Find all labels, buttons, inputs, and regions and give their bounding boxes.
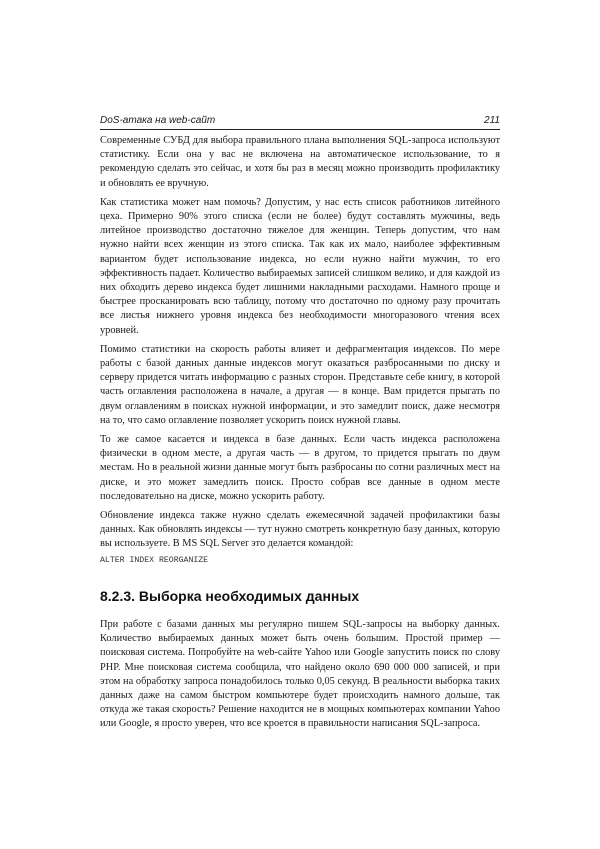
paragraph-statistics-example: Как статистика может нам помочь? Допустим, у нас есть список работников литейного цеха. Примерно 90% этого списка (если не более) будут составлять мужчины, ведь литейное производство достаточно тяжелое для женщин. Теперь допустим, что нам нужно найти всех женщин из этого списка. Так как их мало, наиболее эффективным вариантом будет использование индекса, но если нужно найти мужчин, то его эффективность падает. Количество выбираемых записей слишком велико, и для каждой из них обходить дерево индекса будет лишними накладными расходами. Намного проще и быстрее просканировать всю таблицу, потому что достаточно по одному разу прочитать все листья нижнего уровня индекса без необходимости многоразового чтения всех уровней. — [100, 196, 500, 336]
paragraph-statistics: Современные СУБД для выбора правильного плана выполнения SQL-запроса используют статистику. Если она у вас не включена на автоматическое использование, то я рекомендую сделать это сейчас, и хотя бы раз в месяц можно производить профилактику и обновлять ее вручную. — [100, 135, 500, 189]
page-body — [100, 134, 500, 737]
paragraph-defragmentation: Помимо статистики на скорость работы влияет и дефрагментация индексов. По мере работы с базой данных данные индексов могут оказаться разбросанными по диску и серверу придется читать информацию с разных сторон. Представьте себе книгу, в которой часть оглавления расположена в начале, а другая — в конце. Вам придется прыгать по двум оглавлениям в поисках нужной информации, и это замедлит поиск, даже несмотря на то, что само оглавление позволяет ускорить поиск нужной главы. — [100, 343, 500, 426]
header-rule — [100, 129, 500, 130]
chapter-title: DoS-атака на web-сайт — [100, 115, 216, 126]
paragraph-index-update: Обновление индекса также нужно сделать ежемесячной задачей профилактики базы данных. Как обновлять индексы — тут нужно смотреть конкретную базу данных, которую вы используете. В MS SQL Server это делается командой: — [100, 510, 500, 550]
page-number: 211 — [484, 115, 500, 126]
paragraph-index-scatter: То же самое касается и индекса в базе данных. Если часть индекса расположена физически в одном месте, а другая часть — в другом, то придется прыгать по двум местам. Но в реальной жизни данные могут быть разбросаны по сотни различных мест на диске, и это может замедлить поиск. Просто собрав все данные в одном месте последовательно на диске, можно ускорить работу. — [100, 434, 500, 502]
section-heading: 8.2.3. Выборка необходимых данных — [100, 587, 360, 604]
code-line: ALTER INDEX REORGANIZE — [100, 555, 209, 565]
running-header — [100, 115, 500, 126]
paragraph-data-selection: При работе с базами данных мы регулярно пишем SQL-запросы на выборку данных. Количество выбираемых данных может быть очень большим. Простой пример — поисковая система. Попробуйте на web-сайте Yahoo или Google запустить поиск по слову PHP. Мне поисковая система сообщила, что найдено около 690 000 000 записей, и при этом на обработку запроса понадобилось только 0,05 секунд. В реальности выборка таких данных даже на самом быстром компьютере будет происходить намного дольше, так откуда же такая скорость? Решение находится не в мощных компьютерах компании Yahoo или Google, я просто уверен, что все кроется в правильности написания SQL-запроса. — [100, 618, 500, 730]
